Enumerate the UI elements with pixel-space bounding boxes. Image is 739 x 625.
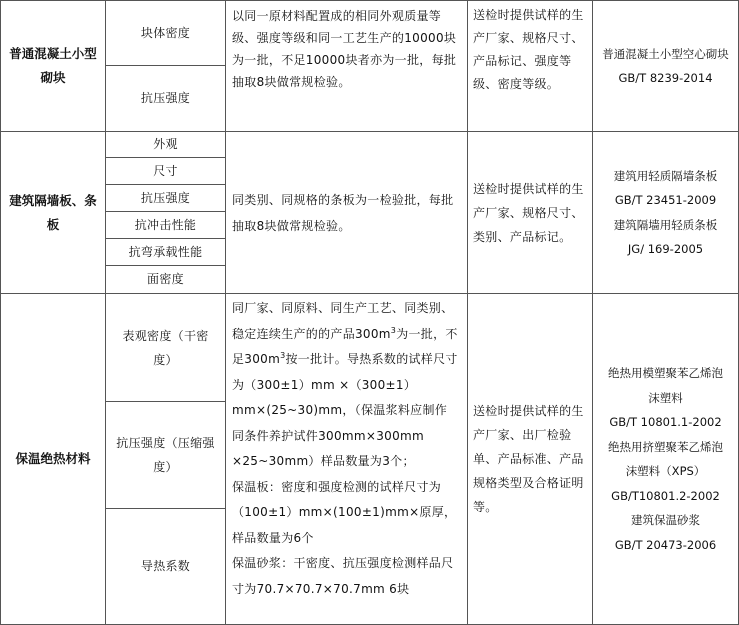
- test-item-cell: [106, 132, 225, 157]
- standard-name: 建筑用轻质隔墙条板: [613, 168, 718, 183]
- test-item-label: 表观密度（干密度）: [122, 328, 209, 367]
- category-cell: [2, 132, 104, 293]
- batch-rule-cell: [226, 1, 467, 131]
- test-item-label: 导热系数: [140, 559, 191, 573]
- category-label: 普通混凝土小型砌块: [9, 46, 97, 85]
- test-item-cell: [106, 66, 225, 131]
- standard-name: 普通混凝土小型空心砌块: [602, 46, 729, 61]
- test-item-cell: [106, 212, 225, 238]
- standard-code: GB/T10801.2-2002: [611, 488, 720, 503]
- test-item-cell: [106, 158, 225, 184]
- test-item-cell: [106, 402, 225, 508]
- test-item-label: 抗冲击性能: [134, 217, 197, 232]
- submission-docs-cell: [468, 294, 592, 624]
- submission-docs-text: 送检时提供试样的生产厂家、出厂检验单、产品标准、产品规格类型及合格证明等。: [473, 404, 584, 514]
- submission-docs-text: 送检时提供试样的生产厂家、规格尺寸、类别、产品标记。: [473, 181, 584, 244]
- test-item-cell: [106, 185, 225, 211]
- superscript-3: 3: [280, 351, 286, 360]
- category-label: 建筑隔墙板、条板: [9, 192, 97, 232]
- category-cell: [2, 1, 104, 131]
- test-item-label: 面密度: [147, 272, 184, 286]
- standard-cell: [593, 132, 738, 293]
- batch-rule-cell: [226, 294, 467, 624]
- batch-rule-text: [232, 296, 459, 475]
- test-item-label: 抗弯承载性能: [128, 244, 203, 259]
- submission-docs-text: 送检时提供试样的生产厂家、规格尺寸、产品标记、强度等级、密度等级。: [473, 8, 584, 91]
- batch-rule-cell: [226, 132, 467, 293]
- batch-rule-part: 同厂家、同原料、同生产工艺、同类别、稳定连续生产的的产品300m: [232, 301, 454, 341]
- standard-cell: [593, 1, 738, 131]
- batch-rule-mortar: 保温砂浆：干密度、抗压强度检测样品尺寸为70.7×70.7×70.7mm 6块: [232, 556, 454, 596]
- test-item-label: 尺寸: [153, 163, 178, 178]
- submission-docs-cell: [468, 1, 592, 131]
- batch-rule-text: 同类别、同规格的条板为一检验批，每批抽取8块做常规检验。: [232, 192, 454, 233]
- test-item-label: 抗压强度（压缩强度）: [116, 436, 215, 474]
- category-cell: [2, 294, 104, 624]
- test-item-label: 外观: [153, 137, 178, 151]
- test-item-cell: [106, 294, 225, 401]
- test-item-label: 抗压强度: [140, 91, 191, 105]
- test-item-label: 块体密度: [140, 25, 191, 40]
- test-item-cell: [106, 266, 225, 293]
- test-item-cell: [106, 509, 225, 624]
- standard-code: JG/ 169-2005: [627, 242, 704, 256]
- standard-cell: [593, 294, 738, 624]
- standard-code: GB/T 8239-2014: [618, 71, 713, 85]
- batch-rule-text: 以同一原材料配置成的相同外观质量等级、强度等级和同一工艺生产的10000块为一批，不足10000块者亦为一批，每批抽取8块做常规检验。: [232, 9, 457, 89]
- test-item-cell: [106, 1, 225, 65]
- standard-code: GB/T 20473-2006: [614, 537, 717, 552]
- batch-rule-part: 为一批，不足300m: [232, 326, 458, 366]
- batch-rule-part: 按一批计。导热系数的试样尺寸为（300±1）mm ×（300±1）mm×(25~30)mm，（保温浆料应制作同条件养护试件300mm×300mm ×25~30mm）样品数量为3个；: [232, 352, 458, 468]
- standard-code: GB/T 23451-2009: [614, 193, 717, 207]
- standard-code: GB/T 10801.1-2002: [609, 415, 722, 429]
- standard-name: 绝热用模塑聚苯乙烯泡沫塑料: [608, 366, 723, 405]
- standard-name: 建筑隔墙用轻质条板: [613, 217, 718, 232]
- batch-rule-board: 保温板：密度和强度检测的试样尺寸为（100±1）mm×(100±1)mm×原厚，样品数量为6个: [232, 479, 457, 545]
- submission-docs-cell: [468, 132, 592, 293]
- test-item-cell: [106, 239, 225, 265]
- standard-name: 建筑保温砂浆: [631, 513, 700, 527]
- test-item-label: 抗压强度: [140, 190, 191, 205]
- superscript-3: 3: [390, 325, 397, 335]
- standard-name: 绝热用挤塑聚苯乙烯泡沫塑料（XPS）: [608, 439, 723, 478]
- category-label: 保温绝热材料: [15, 451, 91, 466]
